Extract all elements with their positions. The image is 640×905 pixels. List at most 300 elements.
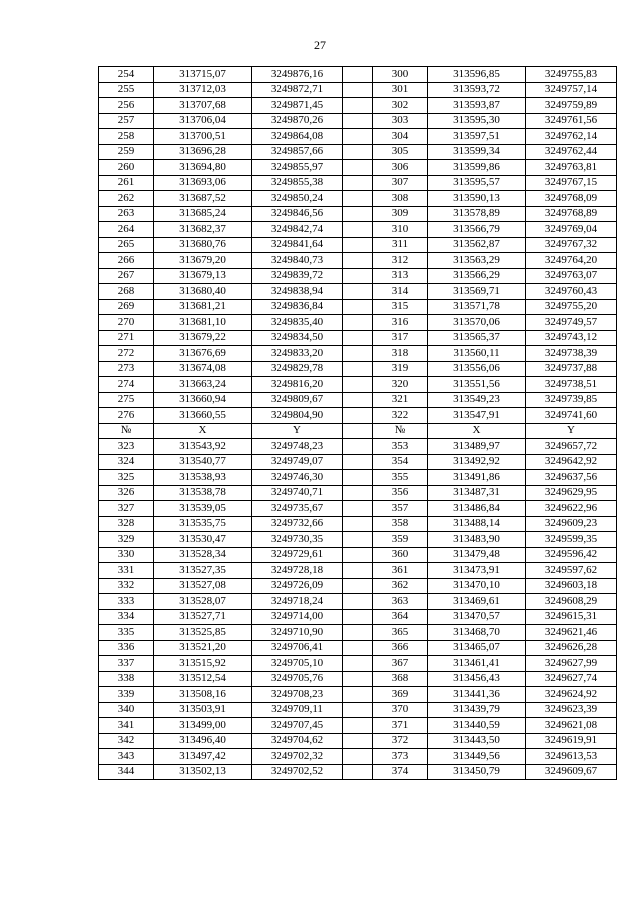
y-coordinate-cell: 3249746,30 <box>252 470 343 486</box>
x-coordinate-cell: 313681,10 <box>154 315 252 331</box>
table-row <box>99 392 617 408</box>
y-coordinate-cell: 3249609,23 <box>526 516 617 532</box>
y-coordinate-cell: 3249763,07 <box>526 268 617 284</box>
point-number-cell: 338 <box>99 671 154 687</box>
y-coordinate-cell: 3249735,67 <box>252 501 343 517</box>
table-row <box>99 160 617 176</box>
x-coordinate-cell: 313540,77 <box>154 454 252 470</box>
point-number-cell: 322 <box>373 408 428 424</box>
x-coordinate-cell: 313486,84 <box>428 501 526 517</box>
x-coordinate-cell: 313439,79 <box>428 702 526 718</box>
table-row <box>99 439 617 455</box>
x-coordinate-cell: 313479,48 <box>428 547 526 563</box>
x-coordinate-cell: 313470,57 <box>428 609 526 625</box>
point-number-cell: 340 <box>99 702 154 718</box>
y-coordinate-cell: 3249804,90 <box>252 408 343 424</box>
point-number-cell: 257 <box>99 113 154 129</box>
y-coordinate-cell: 3249619,91 <box>526 733 617 749</box>
table-row <box>99 377 617 393</box>
point-number-cell: 325 <box>99 470 154 486</box>
x-coordinate-cell: 313700,51 <box>154 129 252 145</box>
x-coordinate-cell: 313551,56 <box>428 377 526 393</box>
point-number-cell: 374 <box>373 764 428 780</box>
x-coordinate-cell: 313539,05 <box>154 501 252 517</box>
point-number-cell: 272 <box>99 346 154 362</box>
point-number-cell: 331 <box>99 563 154 579</box>
point-number-cell: 259 <box>99 144 154 160</box>
y-coordinate-cell: 3249737,88 <box>526 361 617 377</box>
column-gap <box>343 749 373 765</box>
y-coordinate-cell: 3249705,76 <box>252 671 343 687</box>
x-coordinate-cell: 313491,86 <box>428 470 526 486</box>
point-number-cell: 256 <box>99 98 154 114</box>
table-row <box>99 346 617 362</box>
x-coordinate-cell: 313441,36 <box>428 687 526 703</box>
point-number-cell: 334 <box>99 609 154 625</box>
y-coordinate-cell: 3249714,00 <box>252 609 343 625</box>
table-row <box>99 408 617 424</box>
x-coordinate-cell: 313527,71 <box>154 609 252 625</box>
column-gap <box>343 563 373 579</box>
y-coordinate-cell: 3249840,73 <box>252 253 343 269</box>
y-coordinate-cell: 3249864,08 <box>252 129 343 145</box>
y-coordinate-cell: 3249749,07 <box>252 454 343 470</box>
y-coordinate-cell: 3249728,18 <box>252 563 343 579</box>
y-coordinate-cell: 3249768,09 <box>526 191 617 207</box>
x-coordinate-cell: 313489,97 <box>428 439 526 455</box>
y-coordinate-cell: 3249621,46 <box>526 625 617 641</box>
point-number-cell: 371 <box>373 718 428 734</box>
y-coordinate-cell: 3249710,90 <box>252 625 343 641</box>
x-coordinate-cell: 313593,87 <box>428 98 526 114</box>
table-row <box>99 454 617 470</box>
x-coordinate-cell: 313595,57 <box>428 175 526 191</box>
point-number-cell: 354 <box>373 454 428 470</box>
y-coordinate-cell: 3249872,71 <box>252 82 343 98</box>
table-row <box>99 609 617 625</box>
point-number-cell: 363 <box>373 594 428 610</box>
x-coordinate-cell: 313512,54 <box>154 671 252 687</box>
x-coordinate-cell: 313470,10 <box>428 578 526 594</box>
column-gap <box>343 144 373 160</box>
y-coordinate-cell: 3249816,20 <box>252 377 343 393</box>
point-number-cell: 268 <box>99 284 154 300</box>
x-coordinate-cell: 313660,55 <box>154 408 252 424</box>
column-gap <box>343 609 373 625</box>
point-number-cell: 270 <box>99 315 154 331</box>
table-row <box>99 237 617 253</box>
table-row <box>99 98 617 114</box>
x-coordinate-cell: 313521,20 <box>154 640 252 656</box>
y-coordinate-cell: 3249842,74 <box>252 222 343 238</box>
y-coordinate-cell: 3249741,60 <box>526 408 617 424</box>
column-gap <box>343 547 373 563</box>
y-coordinate-cell: 3249769,04 <box>526 222 617 238</box>
header-y-coordinate: Y <box>252 423 343 439</box>
point-number-cell: 263 <box>99 206 154 222</box>
y-coordinate-cell: 3249757,14 <box>526 82 617 98</box>
column-gap <box>343 392 373 408</box>
y-coordinate-cell: 3249870,26 <box>252 113 343 129</box>
point-number-cell: 274 <box>99 377 154 393</box>
point-number-cell: 372 <box>373 733 428 749</box>
y-coordinate-cell: 3249743,12 <box>526 330 617 346</box>
x-coordinate-cell: 313515,92 <box>154 656 252 672</box>
y-coordinate-cell: 3249704,62 <box>252 733 343 749</box>
coordinates-table-body <box>99 67 617 780</box>
y-coordinate-cell: 3249627,74 <box>526 671 617 687</box>
x-coordinate-cell: 313469,61 <box>428 594 526 610</box>
x-coordinate-cell: 313547,91 <box>428 408 526 424</box>
header-y-coordinate: Y <box>526 423 617 439</box>
column-gap <box>343 377 373 393</box>
y-coordinate-cell: 3249637,56 <box>526 470 617 486</box>
column-gap <box>343 330 373 346</box>
point-number-cell: 265 <box>99 237 154 253</box>
y-coordinate-cell: 3249846,56 <box>252 206 343 222</box>
column-gap <box>343 206 373 222</box>
y-coordinate-cell: 3249621,08 <box>526 718 617 734</box>
header-point-number: № <box>373 423 428 439</box>
table-row <box>99 563 617 579</box>
table-row <box>99 516 617 532</box>
x-coordinate-cell: 313679,20 <box>154 253 252 269</box>
column-gap <box>343 98 373 114</box>
y-coordinate-cell: 3249755,83 <box>526 67 617 83</box>
point-number-cell: 317 <box>373 330 428 346</box>
y-coordinate-cell: 3249613,53 <box>526 749 617 765</box>
table-row <box>99 129 617 145</box>
point-number-cell: 307 <box>373 175 428 191</box>
y-coordinate-cell: 3249855,97 <box>252 160 343 176</box>
table-row <box>99 578 617 594</box>
point-number-cell: 305 <box>373 144 428 160</box>
point-number-cell: 333 <box>99 594 154 610</box>
point-number-cell: 308 <box>373 191 428 207</box>
point-number-cell: 328 <box>99 516 154 532</box>
x-coordinate-cell: 313465,07 <box>428 640 526 656</box>
point-number-cell: 316 <box>373 315 428 331</box>
column-gap <box>343 439 373 455</box>
x-coordinate-cell: 313590,13 <box>428 191 526 207</box>
point-number-cell: 339 <box>99 687 154 703</box>
x-coordinate-cell: 313596,85 <box>428 67 526 83</box>
column-gap <box>343 237 373 253</box>
table-row <box>99 640 617 656</box>
point-number-cell: 301 <box>373 82 428 98</box>
point-number-cell: 329 <box>99 532 154 548</box>
table-row <box>99 330 617 346</box>
y-coordinate-cell: 3249596,42 <box>526 547 617 563</box>
point-number-cell: 358 <box>373 516 428 532</box>
y-coordinate-cell: 3249706,41 <box>252 640 343 656</box>
x-coordinate-cell: 313538,93 <box>154 470 252 486</box>
column-gap <box>343 516 373 532</box>
y-coordinate-cell: 3249833,20 <box>252 346 343 362</box>
table-row <box>99 671 617 687</box>
x-coordinate-cell: 313527,08 <box>154 578 252 594</box>
point-number-cell: 326 <box>99 485 154 501</box>
point-number-cell: 319 <box>373 361 428 377</box>
point-number-cell: 267 <box>99 268 154 284</box>
column-gap <box>343 625 373 641</box>
y-coordinate-cell: 3249739,85 <box>526 392 617 408</box>
x-coordinate-cell: 313676,69 <box>154 346 252 362</box>
y-coordinate-cell: 3249599,35 <box>526 532 617 548</box>
table-row <box>99 222 617 238</box>
point-number-cell: 310 <box>373 222 428 238</box>
point-number-cell: 312 <box>373 253 428 269</box>
y-coordinate-cell: 3249762,44 <box>526 144 617 160</box>
table-row <box>99 175 617 191</box>
x-coordinate-cell: 313569,71 <box>428 284 526 300</box>
point-number-cell: 269 <box>99 299 154 315</box>
point-number-cell: 365 <box>373 625 428 641</box>
table-row <box>99 144 617 160</box>
point-number-cell: 357 <box>373 501 428 517</box>
x-coordinate-cell: 313682,37 <box>154 222 252 238</box>
y-coordinate-cell: 3249835,40 <box>252 315 343 331</box>
column-gap <box>343 129 373 145</box>
x-coordinate-cell: 313663,24 <box>154 377 252 393</box>
y-coordinate-cell: 3249755,20 <box>526 299 617 315</box>
x-coordinate-cell: 313556,06 <box>428 361 526 377</box>
x-coordinate-cell: 313456,43 <box>428 671 526 687</box>
table-row <box>99 191 617 207</box>
x-coordinate-cell: 313497,42 <box>154 749 252 765</box>
point-number-cell: 324 <box>99 454 154 470</box>
table-row <box>99 113 617 129</box>
column-gap <box>343 764 373 780</box>
x-coordinate-cell: 313566,79 <box>428 222 526 238</box>
point-number-cell: 369 <box>373 687 428 703</box>
point-number-cell: 314 <box>373 284 428 300</box>
column-gap <box>343 160 373 176</box>
y-coordinate-cell: 3249748,23 <box>252 439 343 455</box>
x-coordinate-cell: 313570,06 <box>428 315 526 331</box>
table-row <box>99 268 617 284</box>
y-coordinate-cell: 3249749,57 <box>526 315 617 331</box>
x-coordinate-cell: 313440,59 <box>428 718 526 734</box>
point-number-cell: 370 <box>373 702 428 718</box>
x-coordinate-cell: 313696,28 <box>154 144 252 160</box>
x-coordinate-cell: 313566,29 <box>428 268 526 284</box>
column-gap <box>343 718 373 734</box>
column-gap <box>343 191 373 207</box>
point-number-cell: 362 <box>373 578 428 594</box>
page-number: 27 <box>314 38 326 52</box>
point-number-cell: 306 <box>373 160 428 176</box>
x-coordinate-cell: 313492,92 <box>428 454 526 470</box>
point-number-cell: 356 <box>373 485 428 501</box>
y-coordinate-cell: 3249876,16 <box>252 67 343 83</box>
x-coordinate-cell: 313563,29 <box>428 253 526 269</box>
x-coordinate-cell: 313679,22 <box>154 330 252 346</box>
x-coordinate-cell: 313599,34 <box>428 144 526 160</box>
point-number-cell: 343 <box>99 749 154 765</box>
y-coordinate-cell: 3249855,38 <box>252 175 343 191</box>
y-coordinate-cell: 3249609,67 <box>526 764 617 780</box>
x-coordinate-cell: 313538,78 <box>154 485 252 501</box>
x-coordinate-cell: 313530,47 <box>154 532 252 548</box>
x-coordinate-cell: 313502,13 <box>154 764 252 780</box>
point-number-cell: 361 <box>373 563 428 579</box>
column-gap <box>343 702 373 718</box>
table-row <box>99 361 617 377</box>
point-number-cell: 337 <box>99 656 154 672</box>
column-gap <box>343 222 373 238</box>
column-gap <box>343 485 373 501</box>
x-coordinate-cell: 313503,91 <box>154 702 252 718</box>
y-coordinate-cell: 3249740,71 <box>252 485 343 501</box>
column-gap <box>343 671 373 687</box>
table-row <box>99 299 617 315</box>
x-coordinate-cell: 313468,70 <box>428 625 526 641</box>
column-gap <box>343 346 373 362</box>
y-coordinate-cell: 3249622,96 <box>526 501 617 517</box>
column-gap <box>343 578 373 594</box>
y-coordinate-cell: 3249624,92 <box>526 687 617 703</box>
column-gap <box>343 640 373 656</box>
table-row <box>99 532 617 548</box>
x-coordinate-cell: 313535,75 <box>154 516 252 532</box>
y-coordinate-cell: 3249702,52 <box>252 764 343 780</box>
x-coordinate-cell: 313707,68 <box>154 98 252 114</box>
y-coordinate-cell: 3249718,24 <box>252 594 343 610</box>
coordinates-table <box>98 66 617 780</box>
y-coordinate-cell: 3249850,24 <box>252 191 343 207</box>
table-row <box>99 625 617 641</box>
table-row <box>99 656 617 672</box>
table-row <box>99 733 617 749</box>
point-number-cell: 336 <box>99 640 154 656</box>
table-row <box>99 470 617 486</box>
y-coordinate-cell: 3249809,67 <box>252 392 343 408</box>
x-coordinate-cell: 313712,03 <box>154 82 252 98</box>
x-coordinate-cell: 313565,37 <box>428 330 526 346</box>
y-coordinate-cell: 3249834,50 <box>252 330 343 346</box>
y-coordinate-cell: 3249603,18 <box>526 578 617 594</box>
y-coordinate-cell: 3249732,66 <box>252 516 343 532</box>
x-coordinate-cell: 313499,00 <box>154 718 252 734</box>
x-coordinate-cell: 313681,21 <box>154 299 252 315</box>
y-coordinate-cell: 3249767,32 <box>526 237 617 253</box>
column-gap <box>343 253 373 269</box>
column-gap <box>343 299 373 315</box>
point-number-cell: 373 <box>373 749 428 765</box>
x-coordinate-cell: 313578,89 <box>428 206 526 222</box>
column-gap <box>343 454 373 470</box>
table-row <box>99 764 617 780</box>
x-coordinate-cell: 313706,04 <box>154 113 252 129</box>
header-row <box>99 423 617 439</box>
y-coordinate-cell: 3249642,92 <box>526 454 617 470</box>
x-coordinate-cell: 313680,76 <box>154 237 252 253</box>
column-gap <box>343 594 373 610</box>
x-coordinate-cell: 313599,86 <box>428 160 526 176</box>
x-coordinate-cell: 313488,14 <box>428 516 526 532</box>
y-coordinate-cell: 3249839,72 <box>252 268 343 284</box>
x-coordinate-cell: 313562,87 <box>428 237 526 253</box>
point-number-cell: 321 <box>373 392 428 408</box>
point-number-cell: 335 <box>99 625 154 641</box>
table-row <box>99 284 617 300</box>
x-coordinate-cell: 313693,06 <box>154 175 252 191</box>
y-coordinate-cell: 3249738,39 <box>526 346 617 362</box>
point-number-cell: 273 <box>99 361 154 377</box>
column-gap <box>343 501 373 517</box>
y-coordinate-cell: 3249829,78 <box>252 361 343 377</box>
x-coordinate-cell: 313528,34 <box>154 547 252 563</box>
y-coordinate-cell: 3249730,35 <box>252 532 343 548</box>
table-row <box>99 702 617 718</box>
y-coordinate-cell: 3249836,84 <box>252 299 343 315</box>
x-coordinate-cell: 313571,78 <box>428 299 526 315</box>
point-number-cell: 309 <box>373 206 428 222</box>
y-coordinate-cell: 3249627,99 <box>526 656 617 672</box>
x-coordinate-cell: 313528,07 <box>154 594 252 610</box>
point-number-cell: 327 <box>99 501 154 517</box>
y-coordinate-cell: 3249702,32 <box>252 749 343 765</box>
y-coordinate-cell: 3249857,66 <box>252 144 343 160</box>
column-gap <box>343 656 373 672</box>
x-coordinate-cell: 313543,92 <box>154 439 252 455</box>
x-coordinate-cell: 313549,23 <box>428 392 526 408</box>
point-number-cell: 275 <box>99 392 154 408</box>
y-coordinate-cell: 3249708,23 <box>252 687 343 703</box>
point-number-cell: 262 <box>99 191 154 207</box>
x-coordinate-cell: 313525,85 <box>154 625 252 641</box>
x-coordinate-cell: 313687,52 <box>154 191 252 207</box>
x-coordinate-cell: 313473,91 <box>428 563 526 579</box>
point-number-cell: 318 <box>373 346 428 362</box>
point-number-cell: 264 <box>99 222 154 238</box>
y-coordinate-cell: 3249764,20 <box>526 253 617 269</box>
header-x-coordinate: X <box>154 423 252 439</box>
y-coordinate-cell: 3249763,81 <box>526 160 617 176</box>
point-number-cell: 271 <box>99 330 154 346</box>
point-number-cell: 368 <box>373 671 428 687</box>
table-row <box>99 206 617 222</box>
point-number-cell: 276 <box>99 408 154 424</box>
column-gap <box>343 532 373 548</box>
column-gap <box>343 175 373 191</box>
column-gap <box>343 315 373 331</box>
y-coordinate-cell: 3249615,31 <box>526 609 617 625</box>
column-gap <box>343 408 373 424</box>
y-coordinate-cell: 3249759,89 <box>526 98 617 114</box>
y-coordinate-cell: 3249726,09 <box>252 578 343 594</box>
y-coordinate-cell: 3249871,45 <box>252 98 343 114</box>
point-number-cell: 342 <box>99 733 154 749</box>
y-coordinate-cell: 3249707,45 <box>252 718 343 734</box>
x-coordinate-cell: 313674,08 <box>154 361 252 377</box>
point-number-cell: 300 <box>373 67 428 83</box>
table-row <box>99 67 617 83</box>
x-coordinate-cell: 313680,40 <box>154 284 252 300</box>
x-coordinate-cell: 313461,41 <box>428 656 526 672</box>
x-coordinate-cell: 313679,13 <box>154 268 252 284</box>
point-number-cell: 364 <box>373 609 428 625</box>
y-coordinate-cell: 3249705,10 <box>252 656 343 672</box>
y-coordinate-cell: 3249760,43 <box>526 284 617 300</box>
x-coordinate-cell: 313508,16 <box>154 687 252 703</box>
y-coordinate-cell: 3249629,95 <box>526 485 617 501</box>
y-coordinate-cell: 3249729,61 <box>252 547 343 563</box>
table-row <box>99 82 617 98</box>
table-row <box>99 594 617 610</box>
point-number-cell: 320 <box>373 377 428 393</box>
